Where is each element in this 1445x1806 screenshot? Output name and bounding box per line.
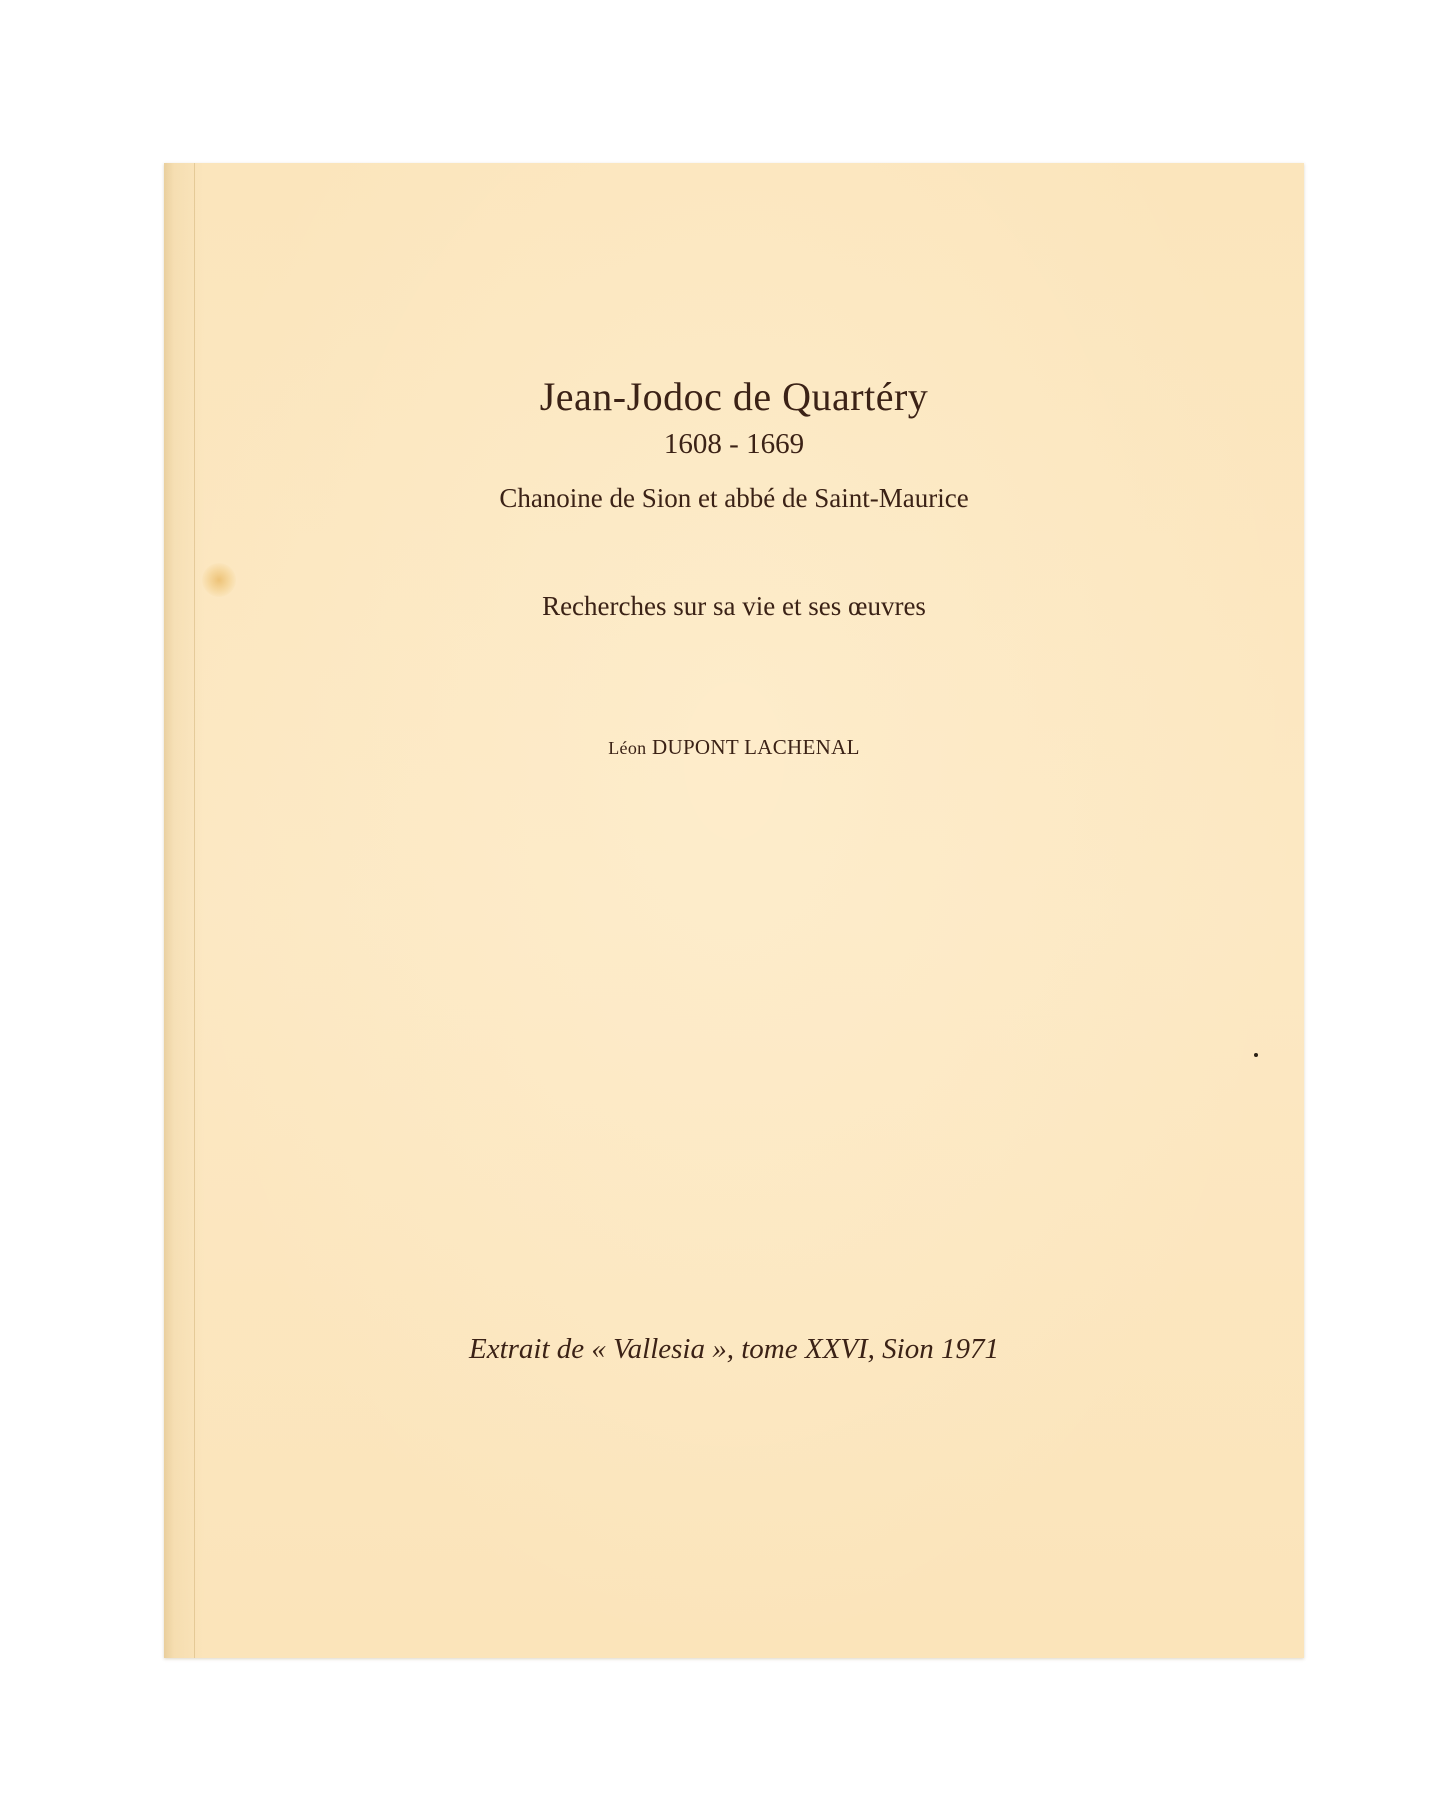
cover-author (164, 735, 1304, 760)
cover-research-line: Recherches sur sa vie et ses œuvres (542, 591, 926, 621)
author-first-name: Léon (608, 738, 647, 758)
booklet-cover (164, 163, 1304, 1658)
cover-title: Jean-Jodoc de Quartéry (539, 374, 929, 419)
author-last-name: DUPONT LACHENAL (652, 735, 860, 759)
paper-speck (1254, 1053, 1258, 1057)
cover-extract-line: Extrait de « Vallesia », tome XXVI, Sion 1971 (469, 1333, 999, 1365)
cover-subtitle: Chanoine de Sion et abbé de Saint-Maurice (499, 483, 969, 513)
cover-dates: 1608 - 1669 (663, 428, 805, 460)
